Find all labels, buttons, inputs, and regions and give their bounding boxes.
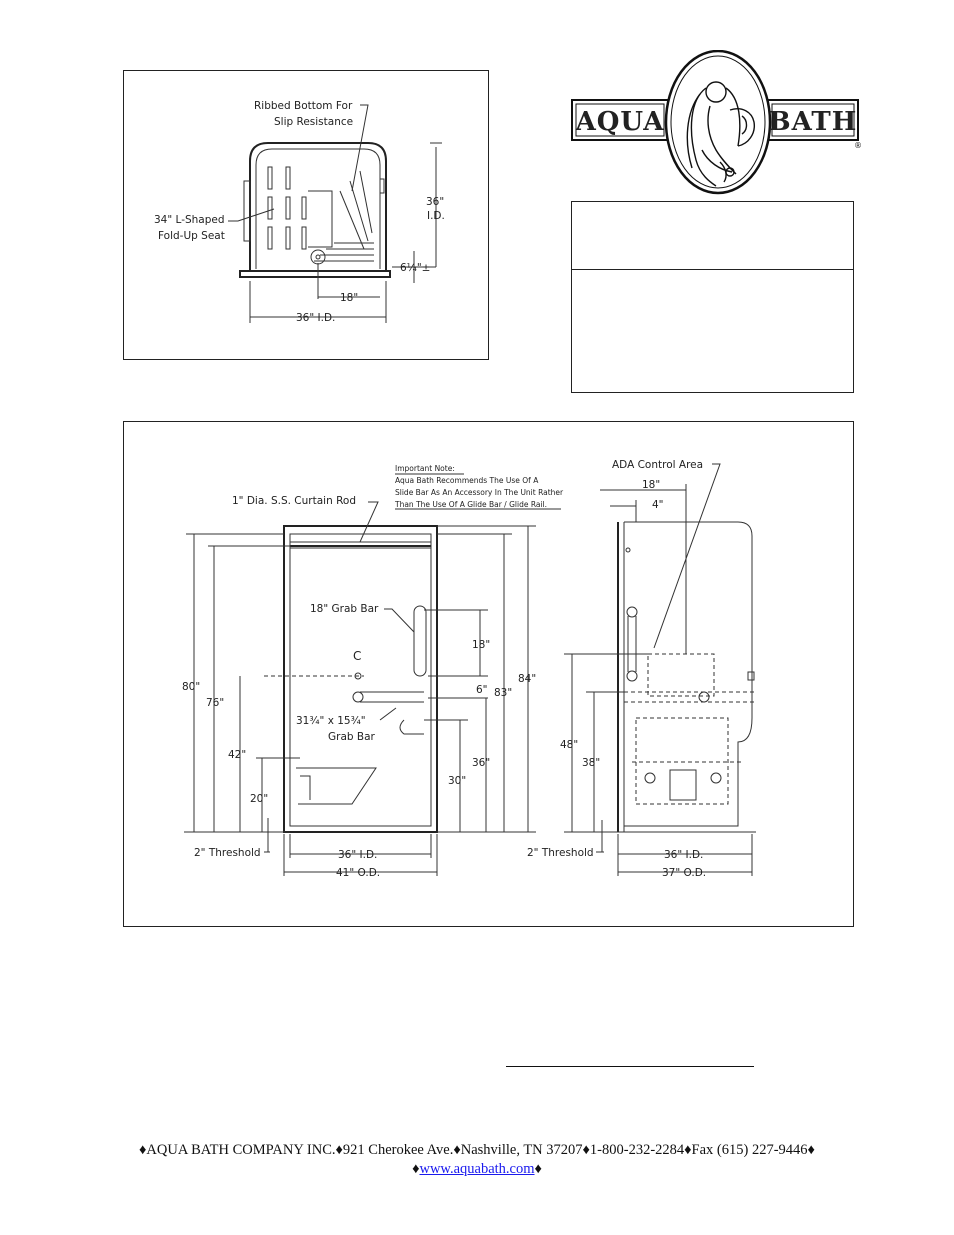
plan-view-drawing	[124, 71, 487, 358]
dim-48: 48"	[560, 739, 579, 751]
note-line2: Slide Bar As An Accessory In The Unit Rather	[395, 488, 564, 497]
dim-6: 6"	[476, 684, 488, 696]
footer-link-prefix: ♦	[412, 1161, 420, 1177]
registered-mark: ®	[854, 141, 862, 150]
curtain-rod-label: 1" Dia. S.S. Curtain Rod	[232, 495, 356, 507]
dim-width: 36" I.D.	[296, 312, 336, 324]
plan-view-panel	[123, 70, 489, 360]
dim-76: 76"	[206, 697, 225, 709]
dim-18-side: 18"	[642, 479, 661, 491]
company-footer	[0, 1141, 954, 1179]
ada-control-area-box	[648, 654, 714, 696]
aqua-bath-logo	[570, 50, 866, 196]
note-title: Important Note:	[395, 464, 455, 473]
signature-line	[506, 1066, 754, 1067]
centerline-label: C	[353, 649, 362, 663]
website-link[interactable]: www.aquabath.com	[419, 1161, 535, 1177]
drain-icon	[311, 250, 325, 264]
dim-36-height: 36"	[472, 757, 491, 769]
elevation-panel	[123, 421, 854, 927]
dim-drain: 18"	[340, 292, 359, 304]
dim-4: 4"	[652, 499, 664, 511]
width-id-side: 36" I.D.	[664, 849, 704, 861]
logo-word-aqua: AQUA	[575, 107, 665, 137]
grab-bar-l-line2: Grab Bar	[328, 731, 375, 743]
footer-address: ♦AQUA BATH COMPANY INC.♦921 Cherokee Ave.♦Nashville, TN 37207♦1-800-232-2284♦Fax (615) 227-9446♦	[139, 1142, 815, 1158]
dim-threshold-height: 6¼"±	[400, 262, 431, 274]
dim-depth-unit: I.D.	[427, 210, 445, 222]
dim-84: 84"	[518, 673, 537, 685]
elevation-drawing	[124, 422, 852, 925]
dim-83: 83"	[494, 687, 513, 699]
note-line3: Than The Use Of A Glide Bar / Glide Rail.	[395, 500, 548, 509]
callout-seat-line2: Fold-Up Seat	[158, 230, 225, 242]
footer-website-line	[0, 1160, 954, 1179]
width-od-front: 41" O.D.	[336, 867, 381, 879]
width-od-side: 37" O.D.	[662, 867, 707, 879]
dim-30: 30"	[448, 775, 467, 787]
note-line1: Aqua Bath Recommends The Use Of A	[395, 476, 539, 485]
side-elevation	[527, 459, 756, 879]
spec-title-block	[571, 201, 854, 393]
ada-control-area-label: ADA Control Area	[612, 459, 704, 471]
footer-link-suffix: ♦	[534, 1161, 542, 1177]
logo-word-bath: BATH	[768, 107, 858, 137]
seat-ribs	[268, 167, 332, 249]
front-elevation	[182, 464, 564, 879]
grab-bar-l-line1: 31¾" x 15¾"	[296, 715, 366, 727]
dim-42: 42"	[228, 749, 247, 761]
width-id-front: 36" I.D.	[338, 849, 378, 861]
dim-20: 20"	[250, 793, 269, 805]
grab-bar-18-label: 18" Grab Bar	[310, 603, 379, 615]
callout-ribbed-line2: Slip Resistance	[274, 116, 354, 128]
dim-depth-value: 36"	[426, 196, 445, 208]
dim-80: 80"	[182, 681, 201, 693]
dim-38: 38"	[582, 757, 601, 769]
callout-seat-line1: 34" L-Shaped	[154, 214, 225, 226]
threshold-front: 2" Threshold	[194, 847, 261, 859]
dim-18-front: 18"	[472, 639, 491, 651]
callout-ribbed-line1: Ribbed Bottom For	[254, 100, 353, 112]
valve-icon	[645, 773, 655, 783]
spec-divider	[572, 269, 853, 270]
threshold-side: 2" Threshold	[527, 847, 594, 859]
valve-icon	[711, 773, 721, 783]
